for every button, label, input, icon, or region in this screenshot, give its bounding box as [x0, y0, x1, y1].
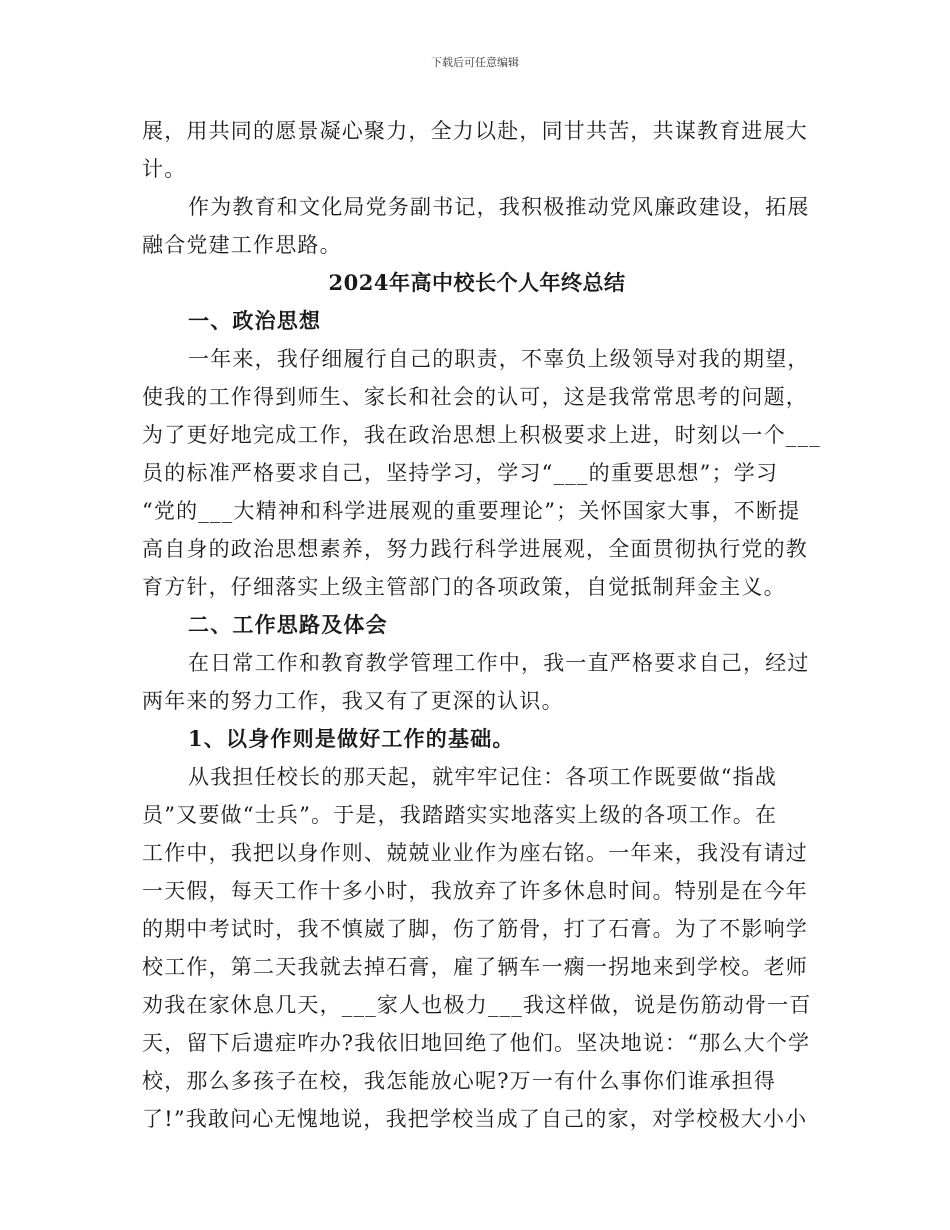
body-line: 融合党建工作思路。 — [142, 233, 342, 257]
body-line: “党的___大精神和科学进展观的重要理论”；关怀国家大事，不断提 — [142, 499, 801, 523]
body-line: 使我的工作得到师生、家长和社会的认可，这是我常常思考的问题， — [142, 385, 808, 409]
body-line: 校工作，第二天我就去掉石膏，雇了辆车一瘸一拐地来到学校。老师 — [142, 955, 808, 979]
body-line: 一天假，每天工作十多小时，我放弃了许多休息时间。特别是在今年 — [142, 879, 808, 903]
body-line: 天，留下后遗症咋办?我依旧地回绝了他们。坚决地说：“那么大个学 — [142, 1031, 811, 1055]
body-line: 员的标准严格要求自己，坚持学习，学习“___的重要思想”；学习 — [142, 461, 779, 485]
document-body — [142, 112, 821, 1138]
section-heading: 二、工作思路及体会 — [188, 612, 388, 637]
page-header: 下载后可任意编辑 — [431, 56, 519, 69]
body-line: 作为教育和文化局党务副书记，我积极推动党风廉政建设，拓展 — [188, 195, 810, 219]
body-line: 展，用共同的愿景凝心聚力，全力以赴，同甘共苦，共谋教育进展大 — [142, 119, 808, 143]
body-line: 校，那么多孩子在校，我怎能放心呢?万一有什么事你们谁承担得 — [142, 1069, 777, 1093]
section-heading: 一、政治思想 — [188, 308, 322, 333]
body-line: 在日常工作和教育教学管理工作中，我一直严格要求自己，经过 — [188, 651, 810, 675]
body-line: 了!”我敢问心无愧地说，我把学校当成了自己的家，对学校极大小小 — [142, 1107, 808, 1131]
body-line: 高自身的政治思想素养，努力践行科学进展观，全面贯彻执行党的教 — [142, 537, 808, 561]
body-line: 工作中，我把以身作则、兢兢业业作为座右铭。一年来，我没有请过 — [142, 841, 808, 865]
subsection-heading: 1、以身作则是做好工作的基础。 — [188, 726, 515, 751]
body-line: 劝我在家休息几天，___家人也极力___我这样做，说是伤筋动骨一百 — [142, 993, 812, 1017]
body-line: 员”又要做“士兵”。于是，我踏踏实实地落实上级的各项工作。在 — [142, 803, 778, 827]
body-line: 育方针，仔细落实上级主管部门的各项政策，自觉抵制拜金主义。 — [142, 575, 786, 599]
body-line: 一年来，我仔细履行自己的职责，不辜负上级领导对我的期望， — [188, 347, 810, 371]
document-title: 2024年高中校长个人年终总结 — [328, 270, 626, 295]
body-line: 从我担任校长的那天起，就牢牢记住：各项工作既要做“指战 — [188, 765, 778, 789]
body-line: 为了更好地完成工作，我在政治思想上积极要求上进，时刻以一个___ — [142, 423, 821, 447]
body-line: 的期中考试时，我不慎崴了脚，伤了筋骨，打了石膏。为了不影响学 — [142, 917, 808, 941]
body-line: 两年来的努力工作，我又有了更深的认识。 — [142, 689, 564, 713]
body-line: 计。 — [142, 157, 187, 181]
